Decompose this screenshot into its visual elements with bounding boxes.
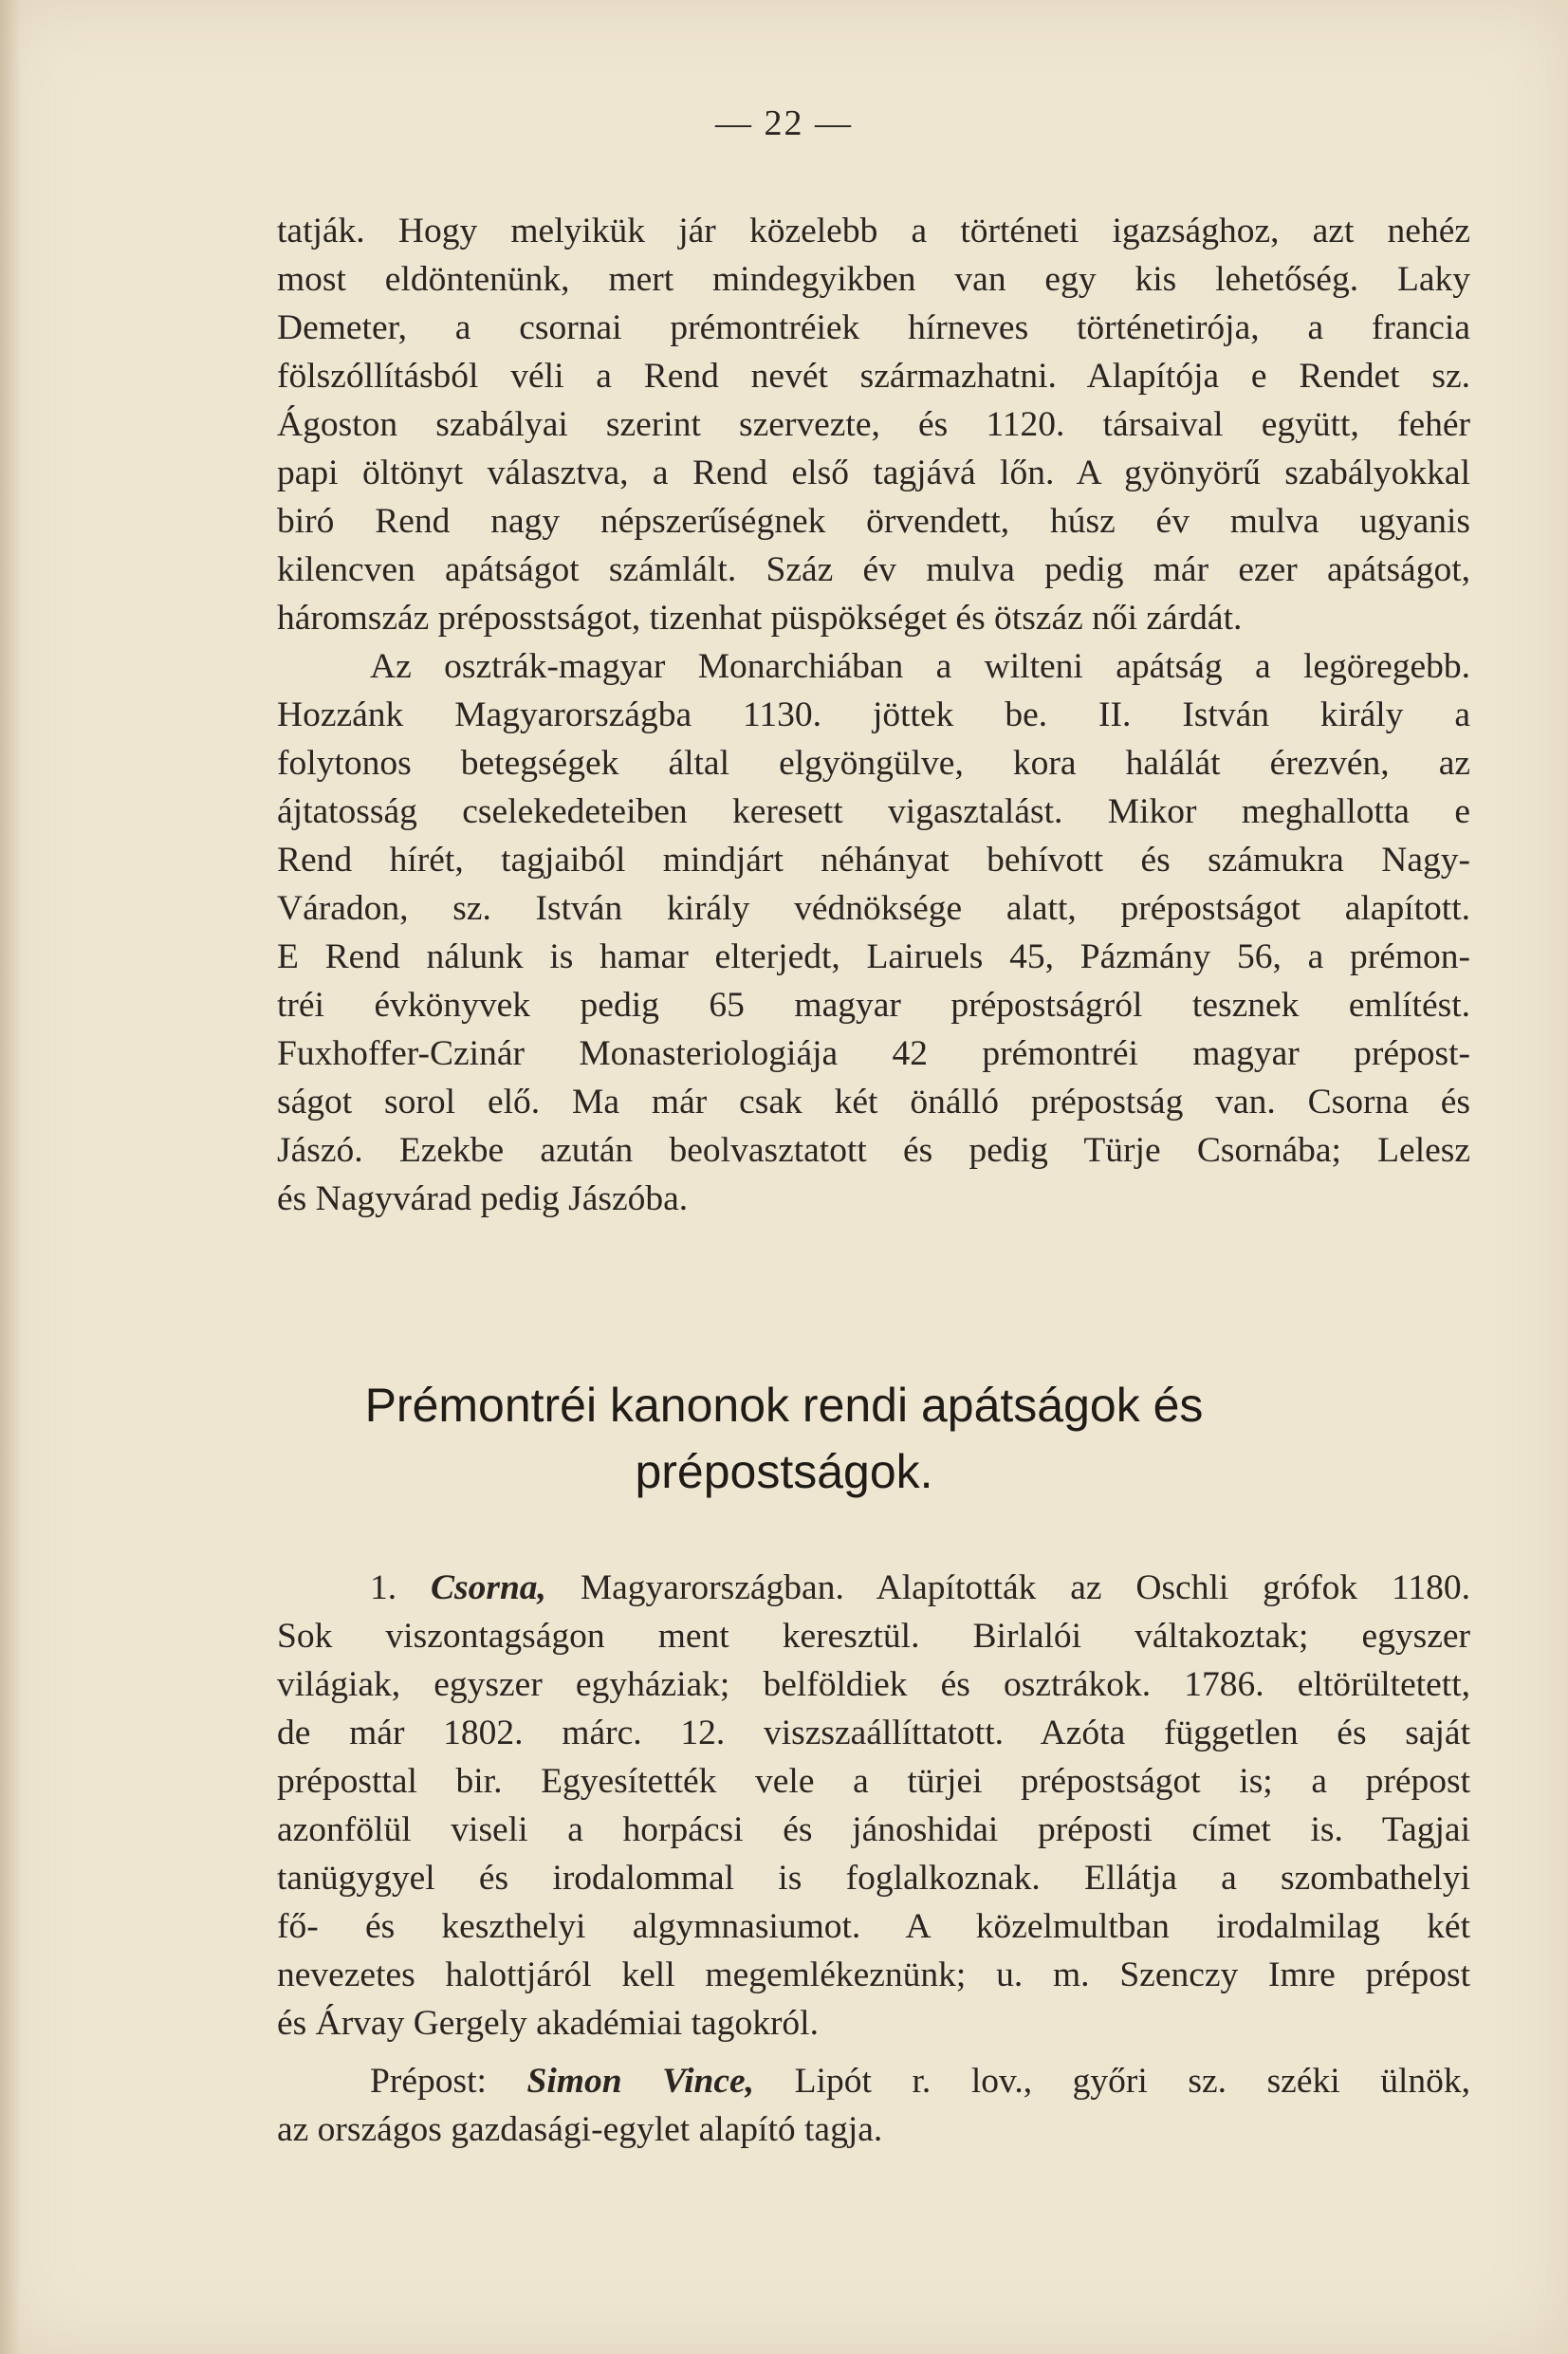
paragraph-3 (277, 1564, 1470, 2048)
provost-label: Prépost: (370, 2062, 487, 2101)
text-line: háromszáz préposstságot, tizenhat püspökséget és ötszáz női zárdát. (277, 599, 1243, 638)
section-heading-line-1: Prémontréi kanonok rendi apátságok és (364, 1379, 1204, 1432)
entry-name: Csorna, (431, 1568, 546, 1607)
text-line: és Árvay Gergely akadémiai tagokról. (277, 2004, 819, 2043)
paragraph-2 (277, 642, 1470, 1223)
text-line: papi öltönyt választva, a Rend első tagjává lőn. A gyönyörű szabályokkal (277, 454, 1470, 492)
entry-number: 1. (370, 1568, 397, 1607)
entry-text: Magyarországban. Alapították az Oschli grófok 1180. (580, 1568, 1470, 1607)
binding-shadow (0, 0, 21, 2354)
text-line: Ágoston szabályai szerint szervezte, és 1120. társaival együtt, fehér (277, 405, 1470, 444)
paragraph-1 (277, 207, 1470, 642)
text-line: Demeter, a csornai prémontréiek hírneves történetirója, a francia (277, 308, 1470, 347)
text-line-first (277, 1564, 1470, 1612)
text-line: azonfölül viseli a horpácsi és jánoshidai préposti címet is. Tagjai (277, 1810, 1470, 1849)
text-line: Hozzánk Magyarországba 1130. jöttek be. II. István király a (277, 695, 1470, 734)
text-line: E Rend nálunk is hamar elterjedt, Lairuels 45, Pázmány 56, a prémon- (277, 937, 1470, 976)
provost-text: Lipót r. lov., győri sz. széki ülnök, (794, 2062, 1471, 2101)
page-number: — 22 — (715, 103, 853, 143)
paragraph-4 (277, 2057, 1470, 2154)
text-line: tatják. Hogy melyikük jár közelebb a történeti igazsághoz, azt nehéz (277, 212, 1470, 250)
provost-name: Simon Vince, (526, 2062, 755, 2101)
text-line: és Nagyvárad pedig Jászóba. (277, 1179, 689, 1218)
text-line: ságot sorol elő. Ma már csak két önálló prépostság van. Csorna és (277, 1083, 1470, 1121)
text-line: ájtatosság cselekedeteiben keresett vigasztalást. Mikor meghallotta e (277, 792, 1470, 831)
text-line: Az osztrák-magyar Monarchiában a wilteni apátság a legöregebb. (370, 647, 1470, 686)
text-line: folytonos betegségek által elgyöngülve, kora halálát érezvén, az (277, 744, 1470, 783)
text-line: Jászó. Ezekbe azután beolvasztatott és pedig Türje Csornába; Lelesz (277, 1131, 1470, 1170)
text-line: világiak, egyszer egyháziak; belföldiek és osztrákok. 1786. eltörültetett, (277, 1665, 1470, 1704)
text-line: tréi évkönyvek pedig 65 magyar prépostságról tesznek említést. (277, 986, 1470, 1025)
text-line: biró Rend nagy népszerűségnek örvendett, húsz év mulva ugyanis (277, 502, 1470, 541)
text-line: de már 1802. márc. 12. viszszaállíttatott. Azóta független és saját (277, 1714, 1470, 1752)
text-line: Sok viszontagságon ment keresztül. Birlalói váltakoztak; egyszer (277, 1617, 1470, 1656)
text-line: fölszóllításból véli a Rend nevét származhatni. Alapítója e Rendet sz. (277, 357, 1470, 396)
text-line: az országos gazdasági-egylet alapító tagja. (277, 2110, 883, 2149)
text-line: préposttal bir. Egyesítették vele a türjei prépostságot is; a prépost (277, 1762, 1470, 1801)
text-line-first (277, 2057, 1470, 2105)
text-line: most eldöntenünk, mert mindegyikben van egy kis lehetőség. Laky (277, 260, 1470, 299)
text-line: fő- és keszthelyi algymnasiumot. A közelmultban irodalmilag két (277, 1907, 1470, 1946)
section-heading-line-2: prépostságok. (635, 1445, 933, 1498)
text-line: tanügygyel és irodalommal is foglalkoznak. Ellátja a szombathelyi (277, 1859, 1470, 1898)
text-line: Váradon, sz. István király védnöksége alatt, prépostságot alapított. (277, 889, 1470, 928)
text-line: Fuxhoffer-Czinár Monasteriologiája 42 prémontréi magyar prépost- (277, 1034, 1470, 1073)
text-line: Rend hírét, tagjaiból mindjárt néhányat behívott és számukra Nagy- (277, 841, 1470, 880)
text-line: kilencven apátságot számlált. Száz év mulva pedig már ezer apátságot, (277, 550, 1470, 589)
text-line: nevezetes halottjáról kell megemlékeznünk; u. m. Szenczy Imre prépost (277, 1955, 1470, 1994)
